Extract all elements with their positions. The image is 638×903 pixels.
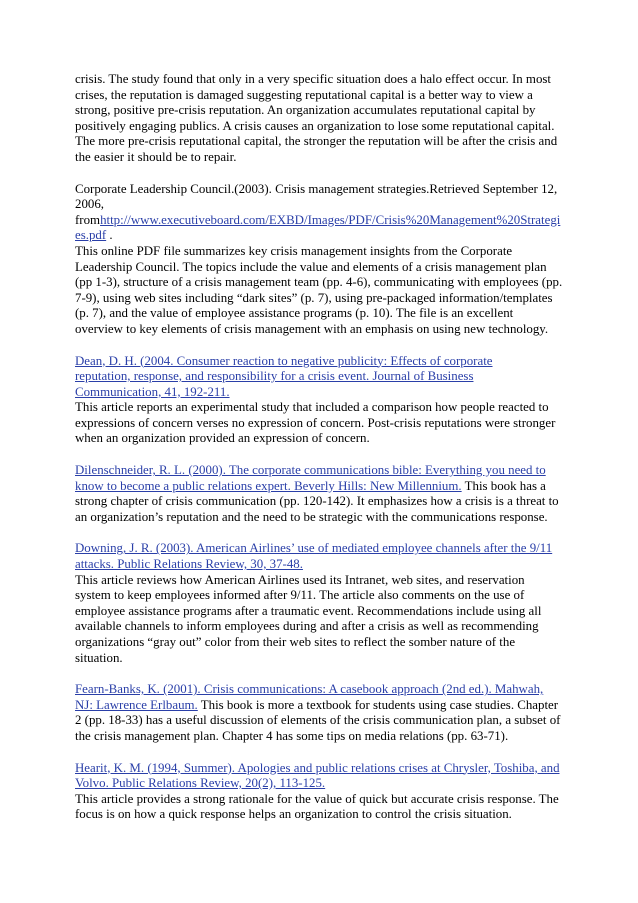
reference-downing: [75, 541, 574, 666]
paragraph-halo-effect: [75, 72, 574, 166]
text-line: crisis. The study found that only in a very specific situation does a halo effect occur. In most: [75, 72, 552, 86]
text-line: This article reviews how American Airlines used its Intranet, web sites, and reservation: [75, 572, 525, 587]
citation-mixed-line: [75, 479, 574, 495]
text-line: available channels to inform employees during and after a crisis as well as recommending: [75, 619, 539, 634]
reference-corporate-leadership-council: [75, 182, 574, 338]
text-line: organizations “gray out” color from their web sites to reflect the somber nature of the: [75, 635, 516, 649]
reference-dilenschneider: [75, 463, 574, 525]
reference-fearn-banks: [75, 682, 574, 744]
text-line: positively engaging publics. A crisis causes an organization to lose some reputational capital.: [75, 118, 555, 133]
citation-link[interactable]: know to become a public relations expert. Beverly Hills: New Millennium.: [75, 478, 462, 493]
pdf-url-link-continued[interactable]: es.pdf: [75, 228, 107, 243]
citation-url-line: [75, 228, 574, 244]
text-line: overview to key elements of crisis management with an emphasis on using new technology.: [75, 321, 549, 336]
text-line: focus is on how a quick response helps an organization to control the crisis situation.: [75, 807, 512, 822]
annotation-start: This book is more a textbook for students using case studies. Chapter: [197, 697, 559, 712]
text-line: expressions of concern verses no expression of concern. Post-crisis reputations were stronger: [75, 415, 556, 430]
citation-link[interactable]: Dean, D. H. (2004. Consumer reaction to negative publicity: Effects of corporate: [75, 353, 493, 368]
text-line: strong, positive pre-crisis reputation. An organization accumulates reputational capital by: [75, 103, 536, 118]
text-line: This online PDF file summarizes key crisis management insights from the Corporate: [75, 243, 513, 258]
text-line: 2 (pp. 18-33) has a useful discussion of elements of the crisis communication plan, a subset of: [75, 713, 561, 728]
citation-link[interactable]: Volvo. Public Relations Review, 20(2), 113-125.: [75, 776, 326, 791]
citation-link[interactable]: NJ: Lawrence Erlbaum.: [75, 697, 198, 712]
text-line: (pp 1-3), structure of a crisis management team (pp. 4-6), communicating with employees (pp.: [75, 275, 563, 290]
text-line: the crisis management plan. Chapter 4 has some tips on media relations (pp. 63-71).: [75, 728, 509, 743]
text-line: This article reports an experimental study that included a comparison how people reacted to: [75, 400, 549, 415]
citation-text: 2006,: [75, 197, 105, 212]
citation-mixed-line: [75, 698, 574, 714]
text-line: situation.: [75, 650, 123, 665]
pdf-url-link[interactable]: http://www.executiveboard.com/EXBD/Images/PDF/Crisis%20Management%20Strategi: [100, 212, 561, 227]
text-line: employee assistance programs after a traumatic event. Recommendations include using all: [75, 603, 542, 618]
text-line: an organization’s reputation and the need to be strategic with the communications response.: [75, 509, 548, 524]
annotation-start: This book has a: [461, 478, 546, 493]
text-line: strong chapter of crisis communication (pp. 120-142). It emphasizes how a crisis is a threat to: [75, 494, 559, 509]
text-line: when an organization provided an expression of concern.: [75, 431, 370, 446]
text-line: This article provides a strong rationale for the value of quick but accurate crisis response. The: [75, 791, 559, 806]
text-line: The more pre-crisis reputational capital, the stronger the reputation will be after the crisis and: [75, 134, 558, 149]
text-line: system to keep employees informed after 9/11. The article also comments on the use of: [75, 588, 525, 603]
citation-link[interactable]: Downing, J. R. (2003). American Airlines’ use of mediated employee channels after the 9/11: [75, 541, 553, 556]
text-line: 7-9), using web sites including “dark sites” (p. 7), using pre-packaged information/templates: [75, 290, 553, 305]
citation-text: Corporate Leadership Council.(2003). Crisis management strategies.Retrieved September 12,: [75, 181, 558, 196]
text-line: the easier it should be to repair.: [75, 149, 237, 164]
citation-prefix: from: [75, 212, 101, 227]
citation-link[interactable]: Communication, 41, 192-211.: [75, 384, 230, 399]
text-line: crises, the reputation is damaged suggesting reputational capital is a better way to view a: [75, 87, 533, 102]
citation-link[interactable]: Hearit, K. M. (1994, Summer). Apologies and public relations crises at Chrysler, Toshiba, and: [75, 760, 560, 775]
citation-link[interactable]: reputation, response, and responsibility for a crisis event. Journal of Business: [75, 369, 474, 384]
reference-hearit: [75, 761, 574, 823]
citation-link[interactable]: attacks. Public Relations Review, 30, 37-48.: [75, 557, 303, 572]
reference-dean: [75, 354, 574, 448]
citation-link[interactable]: Fearn-Banks, K. (2001). Crisis communications: A casebook approach (2nd ed.). Mahwah,: [75, 682, 544, 697]
citation-suffix: .: [106, 228, 113, 243]
citation-link[interactable]: Dilenschneider, R. L. (2000). The corporate communications bible: Everything you need to: [75, 463, 546, 478]
text-line: (p. 7), and the value of employee assistance programs (p. 10). The file is an excellent: [75, 306, 514, 321]
citation-url-line: [75, 213, 574, 229]
text-line: Leadership Council. The topics include the value and elements of a crisis management plan: [75, 259, 547, 274]
